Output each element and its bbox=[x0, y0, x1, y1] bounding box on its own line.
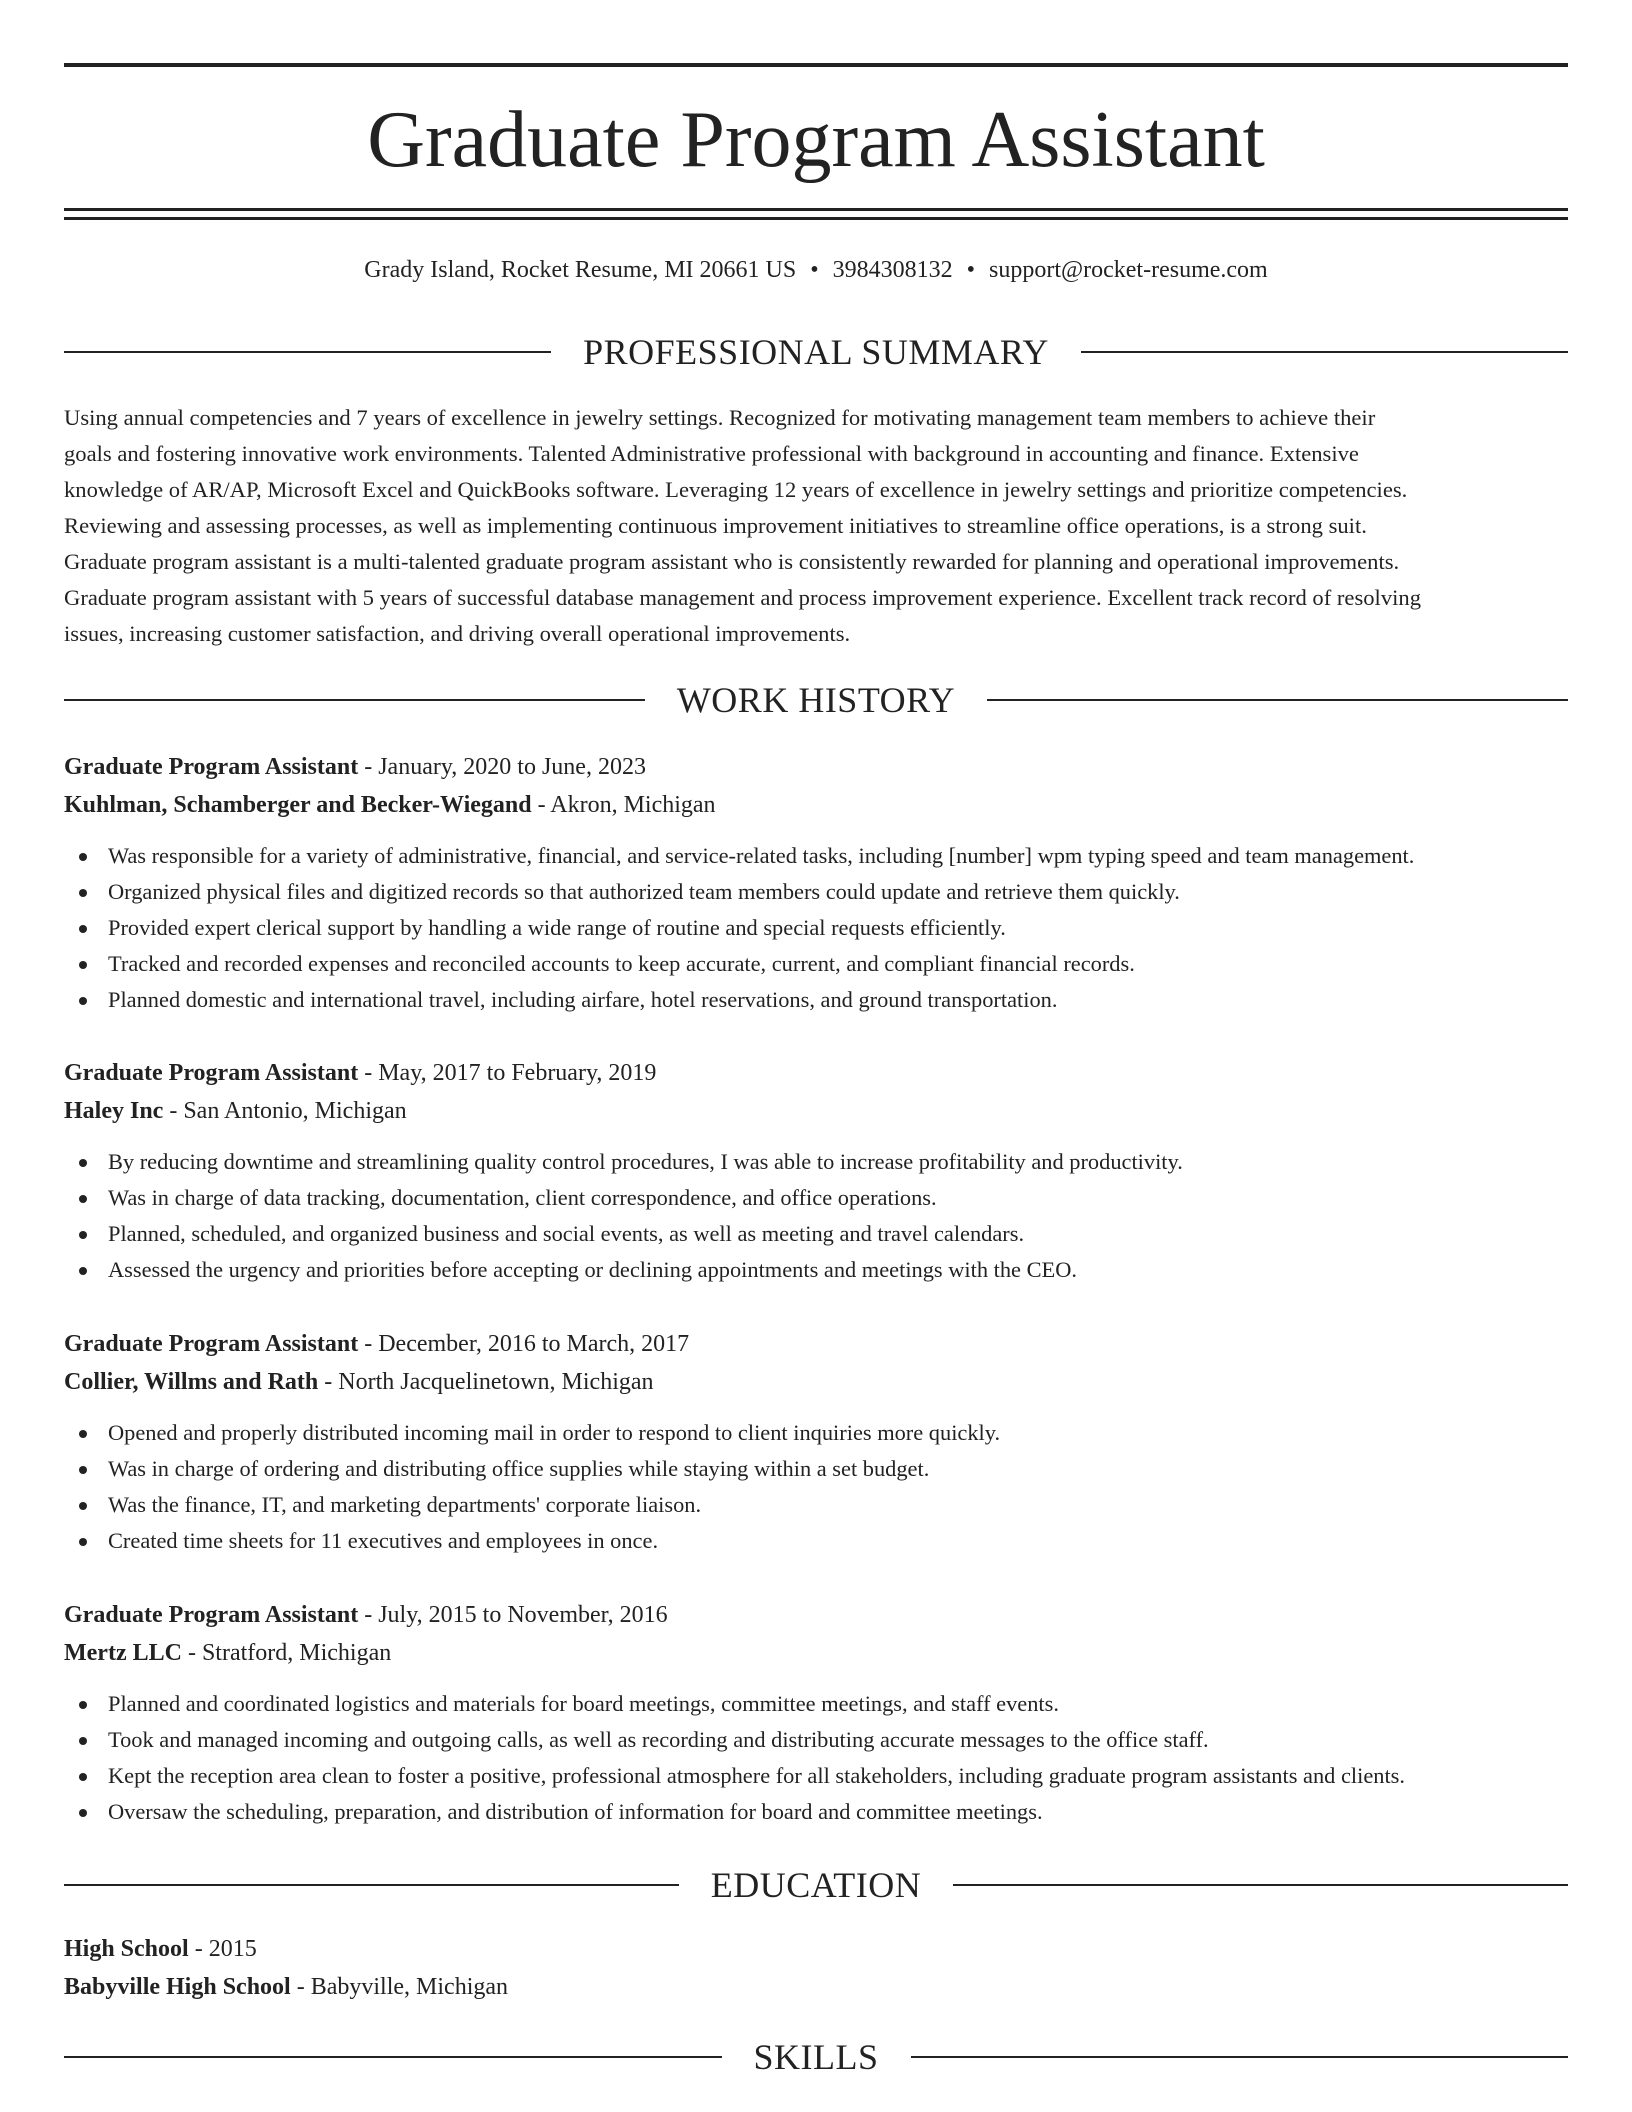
job-entry bbox=[64, 1596, 1568, 1830]
section-heading-label: EDUCATION bbox=[710, 1865, 922, 1905]
job-location: - North Jacquelinetown, Michigan bbox=[318, 1369, 654, 1395]
bullet-text: By reducing downtime and streamlining quality control procedures, I was able to increase profitability and productivity. bbox=[108, 1149, 1183, 1174]
bullet-dot bbox=[79, 961, 87, 969]
section-heading-label: WORK HISTORY bbox=[676, 680, 956, 720]
education-year: - 2015 bbox=[188, 1936, 257, 1962]
job-title: Graduate Program Assistant bbox=[64, 1331, 359, 1357]
job-title-line bbox=[64, 1596, 1568, 1634]
bullet-text: Took and managed incoming and outgoing calls, as well as recording and distributing accurate messages to the office staff. bbox=[108, 1727, 1209, 1752]
list-item bbox=[64, 1144, 1568, 1180]
job-dates: - December, 2016 to March, 2017 bbox=[358, 1331, 690, 1357]
contact-email[interactable]: support@rocket-resume.com bbox=[989, 257, 1268, 283]
bullet-text: Created time sheets for 11 executives and employees in once. bbox=[108, 1528, 659, 1553]
list-item bbox=[64, 1216, 1568, 1252]
heading-rule-right bbox=[987, 699, 1568, 701]
section-heading-work bbox=[64, 678, 1568, 722]
section-heading-summary bbox=[64, 330, 1568, 374]
bullet-dot bbox=[79, 1195, 87, 1203]
job-company-line bbox=[64, 1634, 1568, 1672]
bullet-dot bbox=[79, 997, 87, 1005]
job-title: Graduate Program Assistant bbox=[64, 1060, 359, 1086]
contact-line bbox=[64, 254, 1568, 286]
job-company: Collier, Willms and Rath bbox=[64, 1369, 319, 1395]
list-item bbox=[64, 1686, 1568, 1722]
bullet-dot bbox=[79, 925, 87, 933]
education-school-line bbox=[64, 1968, 1568, 2006]
job-location: - Akron, Michigan bbox=[531, 792, 716, 818]
summary-line: issues, increasing customer satisfaction, and driving overall operational improvements. bbox=[64, 621, 851, 646]
bullet-text: Oversaw the scheduling, preparation, and distribution of information for board and committee meetings. bbox=[108, 1799, 1043, 1824]
list-item bbox=[64, 1523, 1568, 1559]
job-company: Mertz LLC bbox=[64, 1640, 182, 1666]
job-bullet-list bbox=[64, 1415, 1568, 1559]
education-entry bbox=[64, 1930, 1568, 2006]
heading-rule-right bbox=[953, 1884, 1568, 1886]
contact-phone: 3984308132 bbox=[832, 257, 953, 283]
bullet-text: Kept the reception area clean to foster a positive, professional atmosphere for all stakeholders, including graduate program assistants and clients. bbox=[108, 1763, 1405, 1788]
bullet-dot bbox=[79, 1159, 87, 1167]
title-double-rule bbox=[64, 208, 1568, 220]
job-entry bbox=[64, 1054, 1568, 1288]
summary-line: Using annual competencies and 7 years of excellence in jewelry settings. Recognized for motivating management team members to achieve their bbox=[64, 405, 1376, 430]
job-location: - Stratford, Michigan bbox=[181, 1640, 392, 1666]
job-company-line bbox=[64, 1363, 1568, 1401]
summary-line: knowledge of AR/AP, Microsoft Excel and QuickBooks software. Leveraging 12 years of excellence in jewelry settings and prioritize competencies. bbox=[64, 477, 1408, 502]
list-item bbox=[64, 838, 1568, 874]
heading-rule-left bbox=[64, 699, 645, 701]
summary-line: Reviewing and assessing processes, as well as implementing continuous improvement initiatives to streamline office operations, is a strong suit. bbox=[64, 513, 1367, 538]
list-item bbox=[64, 1758, 1568, 1794]
bullet-dot bbox=[79, 853, 87, 861]
list-item bbox=[64, 1252, 1568, 1288]
heading-rule-right bbox=[1081, 351, 1568, 353]
job-company: Kuhlman, Schamberger and Becker-Wiegand bbox=[64, 792, 532, 818]
job-company-line bbox=[64, 786, 1568, 824]
bullet-text: Opened and properly distributed incoming mail in order to respond to client inquiries more quickly. bbox=[108, 1420, 1001, 1445]
contact-separator: • bbox=[966, 257, 976, 283]
section-heading-label: PROFESSIONAL SUMMARY bbox=[583, 332, 1049, 372]
job-dates: - May, 2017 to February, 2019 bbox=[358, 1060, 657, 1086]
list-item bbox=[64, 1487, 1568, 1523]
bullet-text: Was in charge of data tracking, documentation, client correspondence, and office operations. bbox=[108, 1185, 937, 1210]
bullet-dot bbox=[79, 1773, 87, 1781]
summary-line: Graduate program assistant is a multi-talented graduate program assistant who is consistently rewarded for planning and operational improvements. bbox=[64, 549, 1400, 574]
bullet-dot bbox=[79, 1267, 87, 1275]
bullet-text: Organized physical files and digitized records so that authorized team members could update and retrieve them quickly. bbox=[108, 879, 1180, 904]
list-item bbox=[64, 1722, 1568, 1758]
bullet-dot bbox=[79, 1737, 87, 1745]
contact-address: Grady Island, Rocket Resume, MI 20661 US bbox=[364, 257, 797, 283]
bullet-text: Provided expert clerical support by handling a wide range of routine and special requests efficiently. bbox=[108, 915, 1006, 940]
bullet-dot bbox=[79, 1231, 87, 1239]
education-location: - Babyville, Michigan bbox=[290, 1974, 509, 2000]
job-dates: - January, 2020 to June, 2023 bbox=[358, 754, 646, 780]
bullet-dot bbox=[79, 1701, 87, 1709]
job-location: - San Antonio, Michigan bbox=[163, 1098, 407, 1124]
job-entry bbox=[64, 1325, 1568, 1559]
bullet-text: Assessed the urgency and priorities before accepting or declining appointments and meetings with the CEO. bbox=[108, 1257, 1077, 1282]
list-item bbox=[64, 1794, 1568, 1830]
list-item bbox=[64, 1180, 1568, 1216]
job-bullet-list bbox=[64, 1686, 1568, 1830]
heading-rule-left bbox=[64, 351, 551, 353]
list-item bbox=[64, 910, 1568, 946]
bullet-dot bbox=[79, 1466, 87, 1474]
bullet-text: Planned, scheduled, and organized business and social events, as well as meeting and travel calendars. bbox=[108, 1221, 1025, 1246]
bullet-text: Was responsible for a variety of administrative, financial, and service-related tasks, including [number] wpm typing speed and team management. bbox=[108, 843, 1415, 868]
job-title: Graduate Program Assistant bbox=[64, 754, 359, 780]
bullet-text: Tracked and recorded expenses and reconciled accounts to keep accurate, current, and compliant financial records. bbox=[108, 951, 1135, 976]
top-rule bbox=[64, 63, 1568, 67]
list-item bbox=[64, 1451, 1568, 1487]
bullet-dot bbox=[79, 1809, 87, 1817]
job-title-line bbox=[64, 748, 1568, 786]
bullet-text: Planned domestic and international travel, including airfare, hotel reservations, and ground transportation. bbox=[108, 987, 1058, 1012]
resume-page bbox=[64, 0, 1568, 2112]
summary-paragraph bbox=[64, 400, 1568, 652]
job-bullet-list bbox=[64, 838, 1568, 1018]
job-entry bbox=[64, 748, 1568, 1018]
list-item bbox=[64, 946, 1568, 982]
bullet-dot bbox=[79, 889, 87, 897]
bullet-dot bbox=[79, 1502, 87, 1510]
job-company-line bbox=[64, 1092, 1568, 1130]
resume-title: Graduate Program Assistant bbox=[367, 96, 1265, 184]
summary-line: goals and fostering innovative work environments. Talented Administrative professional with background in accounting and finance. Extensive bbox=[64, 441, 1359, 466]
job-title: Graduate Program Assistant bbox=[64, 1602, 359, 1628]
contact-separator: • bbox=[810, 257, 819, 283]
list-item bbox=[64, 982, 1568, 1018]
heading-rule-left bbox=[64, 2056, 722, 2058]
list-item bbox=[64, 874, 1568, 910]
job-company: Haley Inc bbox=[64, 1098, 164, 1124]
job-title-line bbox=[64, 1054, 1568, 1092]
job-title-line bbox=[64, 1325, 1568, 1363]
job-dates: - July, 2015 to November, 2016 bbox=[358, 1602, 668, 1628]
section-heading-education bbox=[64, 1863, 1568, 1907]
list-item bbox=[64, 1415, 1568, 1451]
section-heading-skills bbox=[64, 2035, 1568, 2079]
bullet-text: Was in charge of ordering and distributing office supplies while staying within a set budget. bbox=[108, 1456, 930, 1481]
education-degree-line bbox=[64, 1930, 1568, 1968]
section-heading-label: SKILLS bbox=[753, 2037, 879, 2077]
heading-rule-right bbox=[911, 2056, 1569, 2058]
heading-rule-left bbox=[64, 1884, 679, 1886]
summary-line: Graduate program assistant with 5 years of successful database management and process improvement experience. Excellent track record of resolving bbox=[64, 585, 1421, 610]
bullet-dot bbox=[79, 1430, 87, 1438]
job-bullet-list bbox=[64, 1144, 1568, 1288]
education-degree: High School bbox=[64, 1936, 189, 1962]
bullet-dot bbox=[79, 1538, 87, 1546]
education-school: Babyville High School bbox=[64, 1974, 291, 2000]
bullet-text: Planned and coordinated logistics and materials for board meetings, committee meetings, and staff events. bbox=[108, 1691, 1059, 1716]
bullet-text: Was the finance, IT, and marketing departments' corporate liaison. bbox=[108, 1492, 702, 1517]
